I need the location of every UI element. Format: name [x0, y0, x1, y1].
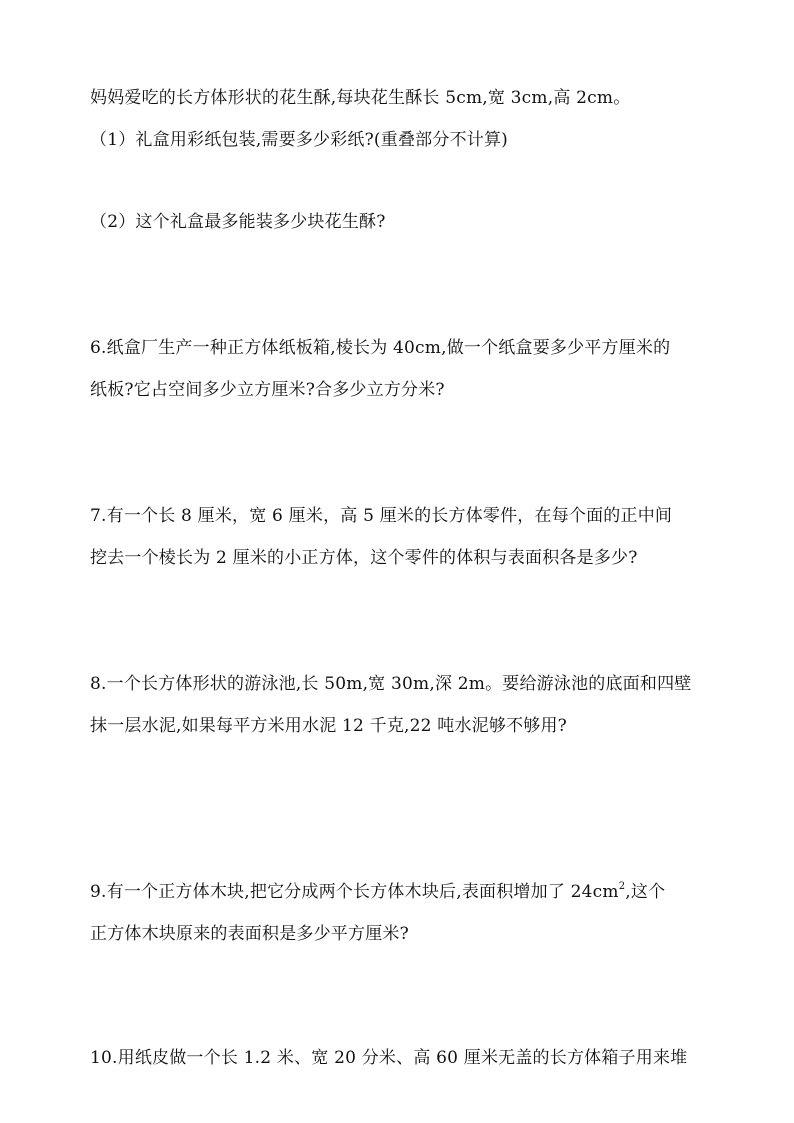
question-9-text-a: 9.有一个正方体木块,把它分成两个长方体木块后,表面积增加了 24cm	[90, 882, 619, 902]
problem-intro-line: 妈妈爱吃的长方体形状的花生酥,每块花生酥长 5cm,宽 3cm,高 2cm。	[90, 88, 631, 108]
question-8-line-2: 抹一层水泥,如果每平方米用水泥 12 千克,22 吨水泥够不够用?	[90, 716, 567, 736]
question-9-line-2: 正方体木块原来的表面积是多少平方厘米?	[90, 924, 409, 944]
question-6-line-1: 6.纸盒厂生产一种正方体纸板箱,棱长为 40cm,做一个纸盒要多少平方厘米的	[90, 338, 671, 358]
question-6-line-2: 纸板?它占空间多少立方厘米?合多少立方分米?	[90, 380, 445, 400]
subquestion-1: （1）礼盒用彩纸包装,需要多少彩纸?(重叠部分不计算)	[90, 130, 508, 150]
question-9-text-b: ,这个	[625, 882, 666, 902]
question-7-line-1: 7.有一个长 8 厘米，宽 6 厘米，高 5 厘米的长方体零件，在每个面的正中间	[90, 506, 673, 526]
question-10-line-1: 10.用纸皮做一个长 1.2 米、宽 20 分米、高 60 厘米无盖的长方体箱子用来堆	[90, 1048, 688, 1068]
question-9-line-1	[90, 880, 730, 904]
question-8-line-1: 8.一个长方体形状的游泳池,长 50m,宽 30m,深 2m。要给游泳池的底面和四壁	[90, 674, 692, 694]
superscript-squared: 2	[618, 881, 626, 893]
subquestion-2: （2）这个礼盒最多能装多少块花生酥?	[90, 212, 386, 232]
question-7-line-2: 挖去一个棱长为 2 厘米的小正方体，这个零件的体积与表面积各是多少?	[90, 548, 638, 568]
